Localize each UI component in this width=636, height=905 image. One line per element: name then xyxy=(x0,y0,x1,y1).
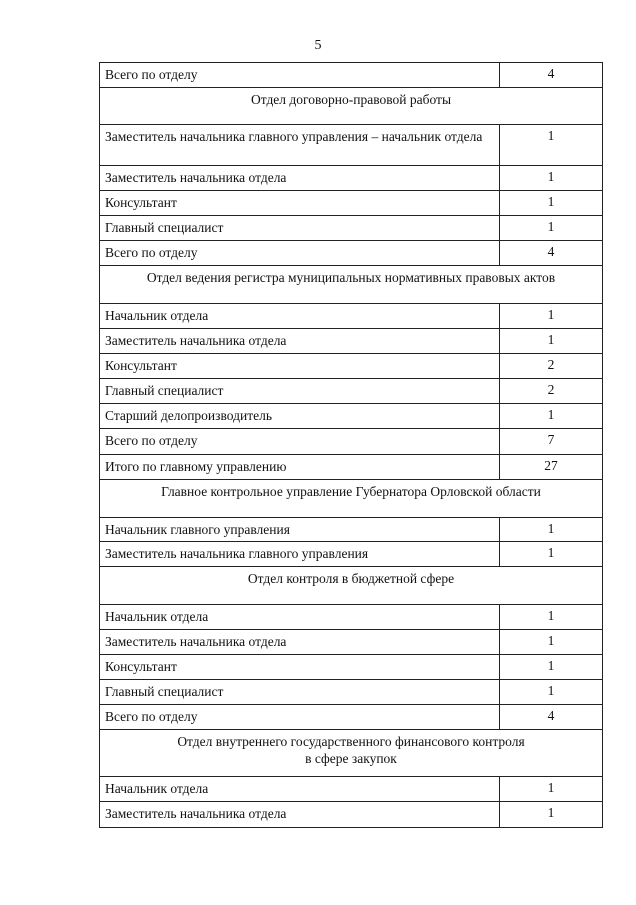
position-cell: Главный специалист xyxy=(100,680,500,705)
section-header-row xyxy=(100,88,603,125)
count-cell: 1 xyxy=(500,404,603,429)
count-cell: 1 xyxy=(500,542,603,567)
section-header-row xyxy=(100,567,603,605)
table-row xyxy=(100,63,603,88)
position-cell: Старший делопроизводитель xyxy=(100,404,500,429)
table-row xyxy=(100,304,603,329)
position-cell: Всего по отделу xyxy=(100,63,500,88)
count-cell: 1 xyxy=(500,329,603,354)
table-row xyxy=(100,655,603,680)
table-row xyxy=(100,404,603,429)
count-cell: 1 xyxy=(500,680,603,705)
count-cell: 4 xyxy=(500,63,603,88)
page-number: 5 xyxy=(314,38,322,53)
table-row xyxy=(100,777,603,802)
position-cell: Всего по отделу xyxy=(100,429,500,455)
count-cell: 1 xyxy=(500,655,603,680)
position-cell: Всего по отделу xyxy=(100,705,500,730)
table-row xyxy=(100,216,603,241)
section-title: Отдел внутреннего государственного финансового контроля в сфере закупок xyxy=(100,730,603,777)
staff-table-body xyxy=(100,63,603,828)
table-row xyxy=(100,455,603,480)
table-row xyxy=(100,518,603,542)
count-cell: 1 xyxy=(500,216,603,241)
table-row xyxy=(100,605,603,630)
table-row xyxy=(100,125,603,166)
section-title: Главное контрольное управление Губернатора Орловской области xyxy=(100,480,603,518)
count-cell: 1 xyxy=(500,777,603,802)
table-row xyxy=(100,705,603,730)
position-cell: Всего по отделу xyxy=(100,241,500,266)
position-cell: Главный специалист xyxy=(100,216,500,241)
table-row xyxy=(100,354,603,379)
count-cell: 2 xyxy=(500,354,603,379)
table-row xyxy=(100,429,603,455)
count-cell: 27 xyxy=(500,455,603,480)
section-title: Отдел ведения регистра муниципальных нормативных правовых актов xyxy=(100,266,603,304)
table-row xyxy=(100,191,603,216)
position-cell: Итого по главному управлению xyxy=(100,455,500,480)
table-row xyxy=(100,379,603,404)
table-row xyxy=(100,329,603,354)
count-cell: 1 xyxy=(500,166,603,191)
count-cell: 7 xyxy=(500,429,603,455)
count-cell: 1 xyxy=(500,125,603,166)
count-cell: 2 xyxy=(500,379,603,404)
table-row xyxy=(100,241,603,266)
count-cell: 4 xyxy=(500,705,603,730)
position-cell: Заместитель начальника главного управления xyxy=(100,542,500,567)
position-cell: Консультант xyxy=(100,655,500,680)
position-cell: Заместитель начальника отдела xyxy=(100,630,500,655)
count-cell: 1 xyxy=(500,630,603,655)
position-cell: Заместитель начальника отдела xyxy=(100,329,500,354)
section-title: Отдел договорно-правовой работы xyxy=(100,88,603,125)
position-cell: Консультант xyxy=(100,191,500,216)
position-cell: Заместитель начальника отдела xyxy=(100,166,500,191)
count-cell: 1 xyxy=(500,191,603,216)
section-header-row xyxy=(100,730,603,777)
count-cell: 1 xyxy=(500,605,603,630)
position-cell: Заместитель начальника главного управления – начальник отдела xyxy=(100,125,500,166)
table-row xyxy=(100,680,603,705)
count-cell: 1 xyxy=(500,802,603,828)
position-cell: Начальник главного управления xyxy=(100,518,500,542)
position-cell: Начальник отдела xyxy=(100,605,500,630)
section-title: Отдел контроля в бюджетной сфере xyxy=(100,567,603,605)
table-row xyxy=(100,166,603,191)
position-cell: Начальник отдела xyxy=(100,777,500,802)
staff-table xyxy=(99,62,603,828)
position-cell: Заместитель начальника отдела xyxy=(100,802,500,828)
section-header-row xyxy=(100,480,603,518)
table-row xyxy=(100,802,603,828)
position-cell: Начальник отдела xyxy=(100,304,500,329)
position-cell: Консультант xyxy=(100,354,500,379)
section-header-row xyxy=(100,266,603,304)
position-cell: Главный специалист xyxy=(100,379,500,404)
table-row xyxy=(100,630,603,655)
table-row xyxy=(100,542,603,567)
count-cell: 1 xyxy=(500,518,603,542)
count-cell: 4 xyxy=(500,241,603,266)
count-cell: 1 xyxy=(500,304,603,329)
